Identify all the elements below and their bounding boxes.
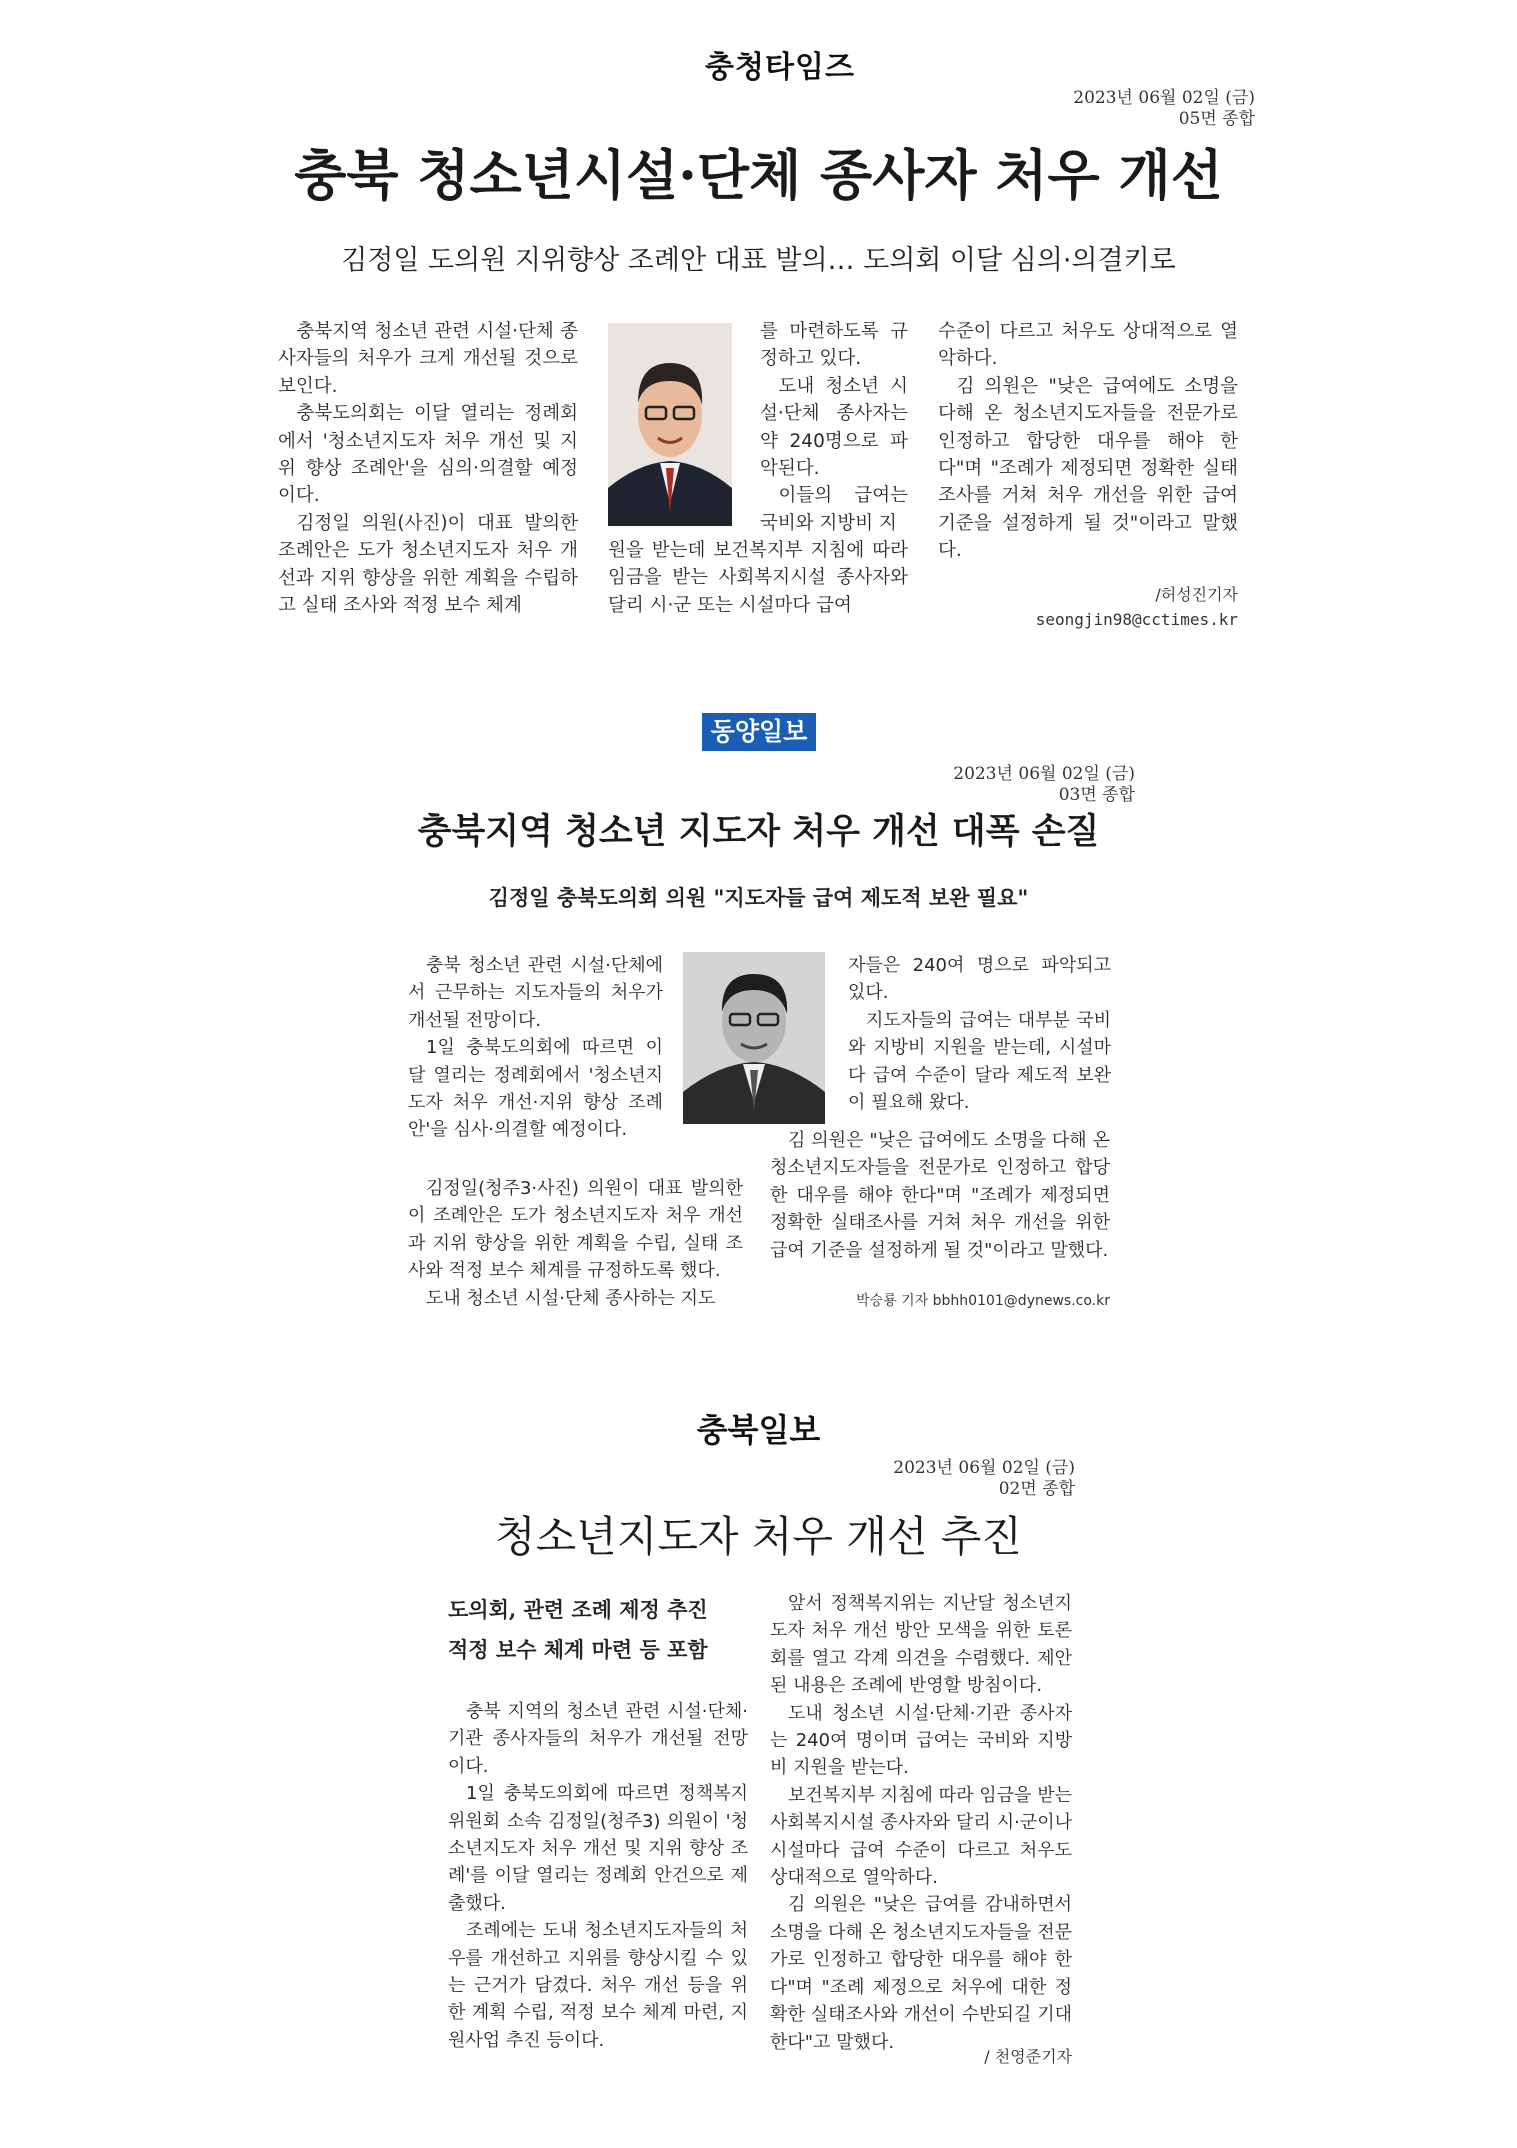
paragraph: 원을 받는데 보건복지부 지침에 따라 임금을 받는 사회복지시설 종사자와 달리 시·군 또는 시설마다 급여 xyxy=(608,540,908,616)
portrait-image xyxy=(608,323,732,526)
headline: 청소년지도자 처우 개선 추진 xyxy=(495,1512,1022,1561)
paragraph: 앞서 정책복지위는 지난달 청소년지도자 처우 개선 방안 모색을 위한 토론회를 열고 각계 의견을 수렴했다. 제안된 내용은 조례에 반영할 방침이다. xyxy=(770,1593,1072,1697)
paragraph: 수준이 다르고 처우도 상대적으로 열악하다. xyxy=(938,321,1238,370)
article-column-1 xyxy=(278,318,578,619)
paragraph: 보건복지부 지침에 따라 임금을 받는 사회복지시설 종사자와 달리 시·군이나 시설마다 급여 수준이 다르고 처우도 상대적으로 열악하다. xyxy=(770,1784,1072,1889)
paragraph: 충북지역 청소년 관련 시설·단체 종사자들의 처우가 크게 개선될 것으로 보인다. xyxy=(278,321,578,397)
masthead-cctimes: 충청타임즈 xyxy=(705,50,855,85)
article-column-1-top xyxy=(408,952,663,1144)
headline: 충북 청소년시설·단체 종사자 처우 개선 xyxy=(294,143,1223,207)
article-column-2-bottom xyxy=(770,1127,1110,1264)
paragraph: 충북 청소년 관련 시설·단체에서 근무하는 지도자들의 처우가 개선될 전망이다. xyxy=(408,955,663,1031)
paragraph: 충북도의회는 이달 열리는 정례회에서 '청소년지도자 처우 개선 및 지위 향상 조례안'을 심의·의결할 예정이다. xyxy=(278,403,578,507)
headline: 충북지역 청소년 지도자 처우 개선 대폭 손질 xyxy=(417,811,1100,852)
paragraph: 1일 충북도의회에 따르면 이달 열리는 정례회에서 '청소년지도자 처우 개선·지위 향상 조례안'을 심사·의결할 예정이다. xyxy=(408,1037,663,1141)
article-column-2 xyxy=(770,1590,1072,2056)
paragraph: 충북 지역의 청소년 관련 시설·단체·기관 종사자들의 처우가 개선될 전망이다. xyxy=(448,1701,748,1777)
paragraph: 김정일(청주3·사진) 의원이 대표 발의한 이 조례안은 도가 청소년지도자 처우 개선과 지위 향상을 위한 계획을 수립, 실태 조사와 적정 보수 체계를 규정하도록 했다. xyxy=(408,1178,743,1282)
article-date xyxy=(780,1458,1075,1500)
page-section: 03면 종합 xyxy=(1058,785,1135,805)
photo-kim-jeongil xyxy=(683,952,825,1124)
paragraph: 김 의원은 "낮은 급여에도 소명을 다해 온 청소년지도자들을 전문가로 인정하고 합당한 대우를 해야 한다"며 "조례가 제정되면 정확한 실태조사를 거쳐 처우 개선을 위한 급여 기준을 설정하게 될 것"이라고 말했다. xyxy=(938,375,1238,562)
masthead-chungbuk-ilbo: 충북일보 xyxy=(696,1411,821,1449)
paragraph: 도내 청소년 시설·단체·기관 종사자는 240여 명이며 급여는 국비와 지방비 지원을 받는다. xyxy=(770,1702,1072,1779)
paragraph: 1일 충북도의회에 따르면 정책복지위원회 소속 김정일(청주3) 의원이 '청소년지도자 처우 개선 및 지위 향상 조례'를 이달 열리는 정례회 안건으로 제출했다. xyxy=(448,1783,748,1914)
byline: /허성진기자 xyxy=(1155,585,1238,604)
subheadings xyxy=(448,1590,748,1670)
page-section: 05면 종합 xyxy=(1178,109,1255,129)
article-column-1-bottom xyxy=(408,1175,743,1312)
masthead-dongyang: 동양일보 xyxy=(702,713,816,751)
article-column-1 xyxy=(448,1698,748,2054)
subheadline: 김정일 도의원 지위향상 조례안 대표 발의… 도의회 이달 심의·의결키로 xyxy=(341,245,1176,276)
subheadline: 김정일 충북도의회 의원 "지도자들 급여 제도적 보완 필요" xyxy=(488,885,1029,910)
reporter-photo-kim-jeongil xyxy=(608,323,732,526)
date-text: 2023년 06월 02일 (금) xyxy=(953,764,1135,784)
paragraph: 자들은 240여 명으로 파악되고 있다. xyxy=(848,955,1111,1004)
paragraph: 김 의원은 "낮은 급여를 감내하면서 소명을 다해 온 청소년지도자들을 전문가로 인정하고 합당한 대우를 해야 한다"며 "조례 제정으로 처우에 대한 정확한 실태조사와 개선이 수반되길 기대한다"고 말했다. xyxy=(770,1894,1072,2053)
reporter-email: seongjin98@cctimes.kr xyxy=(1035,610,1238,629)
article-column-2 xyxy=(848,952,1111,1116)
paragraph: 도내 청소년 시설·단체 종사하는 지도 xyxy=(426,1287,716,1309)
paragraph: 김 의원은 "낮은 급여에도 소명을 다해 온 청소년지도자들을 전문가로 인정하고 합당한 대우를 해야 한다"며 "조례가 제정되면 정확한 실태조사를 거쳐 처우 개선을 위한 급여 기준을 설정하게 될 것"이라고 말했다. xyxy=(770,1130,1110,1261)
portrait-image xyxy=(683,952,825,1124)
byline: 박승룡 기자 bbhh0101@dynews.co.kr xyxy=(856,1293,1110,1309)
date-text: 2023년 06월 02일 (금) xyxy=(893,1458,1075,1478)
paragraph: 지도자들의 급여는 대부분 국비와 지방비 지원을 받는데, 시설마다 급여 수준이 달라 제도적 보완이 필요해 왔다. xyxy=(848,1009,1111,1114)
article-date xyxy=(840,764,1135,806)
paragraph: 를 마련하도록 규정하고 있다. xyxy=(760,321,908,370)
article-column-2-bottom xyxy=(608,537,908,619)
byline: / 천영준기자 xyxy=(984,2047,1072,2066)
paragraph: 도내 청소년 시설·단체 종사자는 약 240명으로 파악된다. xyxy=(760,375,908,480)
paragraph: 김정일 의원(사진)이 대표 발의한 조례안은 도가 청소년지도자 처우 개선과 지위 향상을 위한 계획을 수립하고 실태 조사와 적정 보수 체계 xyxy=(278,512,578,617)
article-column-4 xyxy=(938,318,1238,565)
date-text: 2023년 06월 02일 (금) xyxy=(1073,88,1255,108)
paragraph: 조례에는 도내 청소년지도자들의 처우를 개선하고 지위를 향상시킬 수 있는 근거가 담겼다. 처우 개선 등을 위한 계획 수립, 적정 보수 체계 마련, 지원사업 추진 등이다. xyxy=(448,1920,748,2051)
article-column-3 xyxy=(760,318,908,537)
page-section: 02면 종합 xyxy=(998,1479,1075,1499)
paragraph: 이들의 급여는 국비와 지방비 지 xyxy=(760,485,908,534)
subhead: 적정 보수 체계 마련 등 포함 xyxy=(448,1637,708,1662)
article-date xyxy=(960,88,1255,130)
subhead: 도의회, 관련 조례 제정 추진 xyxy=(448,1597,708,1622)
